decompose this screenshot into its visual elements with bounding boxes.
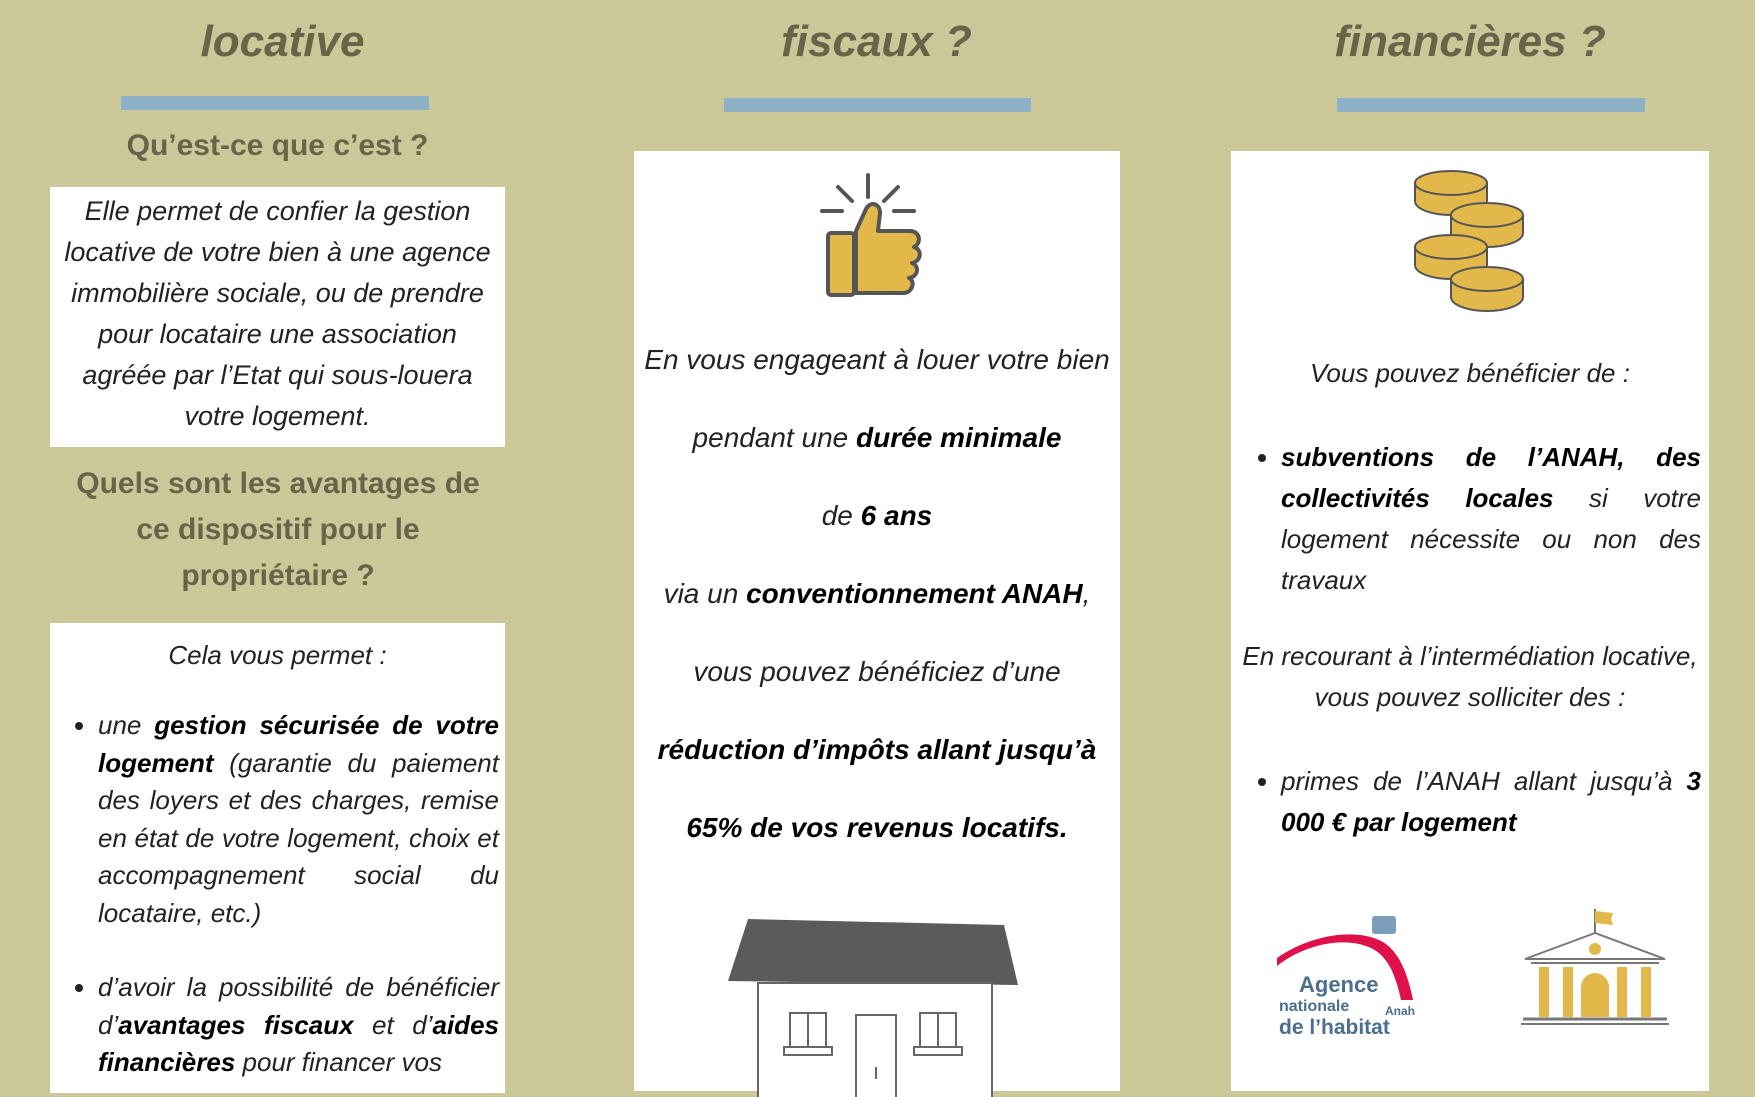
coins-icon: [1413, 169, 1529, 317]
col2-line: En vous engageant à louer votre bien: [644, 344, 1110, 375]
col3-intro: Vous pouvez bénéficier de :: [1310, 358, 1630, 388]
col3-heading: financières ?: [1334, 17, 1606, 66]
col2-line: 65% de vos revenus locatifs.: [686, 812, 1068, 843]
col2-accent-bar: [724, 98, 1031, 112]
house-icon: [726, 917, 1026, 1097]
col3-list-1: [1231, 437, 1701, 601]
anah-logo-line3: de l’habitat: [1279, 1016, 1390, 1039]
col1-what-text: Elle permet de confier la gestion locative de votre bien à une agence immobilière sociale, ou de prendre pour locataire une association agréée par l’Etat qui sous-louera votre logement.: [64, 196, 491, 431]
col1-what-card: [50, 187, 505, 447]
col2-heading: fiscaux ?: [781, 17, 972, 66]
col2-card: [634, 151, 1120, 1091]
col2-line: via un conventionnement ANAH,: [663, 578, 1091, 609]
thumbs-up-icon: [808, 171, 938, 311]
col1-what-title: Qu’est-ce que c’est ?: [126, 129, 429, 162]
col1-advantages-card: [50, 623, 505, 1093]
col3-list-item: • primes de l’ANAH allant jusqu’à 3 000 € par logement: [1281, 761, 1701, 843]
col1-advantage-item: • d’avoir la possibilité de bénéficier d’avantages fiscaux et d’aides financières pour financer vos: [98, 969, 499, 1082]
col2-line: vous pouvez bénéficiez d’une: [693, 656, 1061, 687]
col3-mid-text: En recourant à l’intermédiation locative, vous pouvez solliciter des :: [1242, 641, 1698, 712]
anah-logo-line2: nationale: [1279, 998, 1350, 1015]
public-building-icon: [1521, 907, 1681, 1035]
col3-accent-bar: [1337, 98, 1645, 112]
col2-line: pendant une durée minimale: [692, 422, 1062, 453]
col3-card: [1231, 151, 1709, 1091]
col3-list-item: • subventions de l’ANAH, des collectivités locales si votre logement nécessite ou non des travaux: [1281, 437, 1701, 601]
col1-advantage-item: • une gestion sécurisée de votre logement (garantie du paiement des loyers et des charges, remise en état de votre logement, choix et accompagnement social du locataire, etc.): [98, 707, 499, 932]
col2-line: réduction d’impôts allant jusqu’à: [657, 734, 1097, 765]
anah-logo-anah: Anah: [1385, 1004, 1415, 1018]
col3-list-2: [1231, 761, 1701, 843]
anah-logo-line1: Agence: [1299, 972, 1379, 997]
col1-accent-bar: [121, 96, 429, 110]
col1-heading: locative: [200, 17, 365, 66]
col2-line: de 6 ans: [821, 500, 933, 531]
col1-advantages-title: Quels sont les avantages de ce dispositif pour le propriétaire ?: [76, 467, 480, 592]
col1-advantages-intro: Cela vous permet :: [168, 640, 387, 670]
col1-advantages-list: [50, 707, 505, 1082]
anah-logo: [1275, 914, 1425, 1044]
